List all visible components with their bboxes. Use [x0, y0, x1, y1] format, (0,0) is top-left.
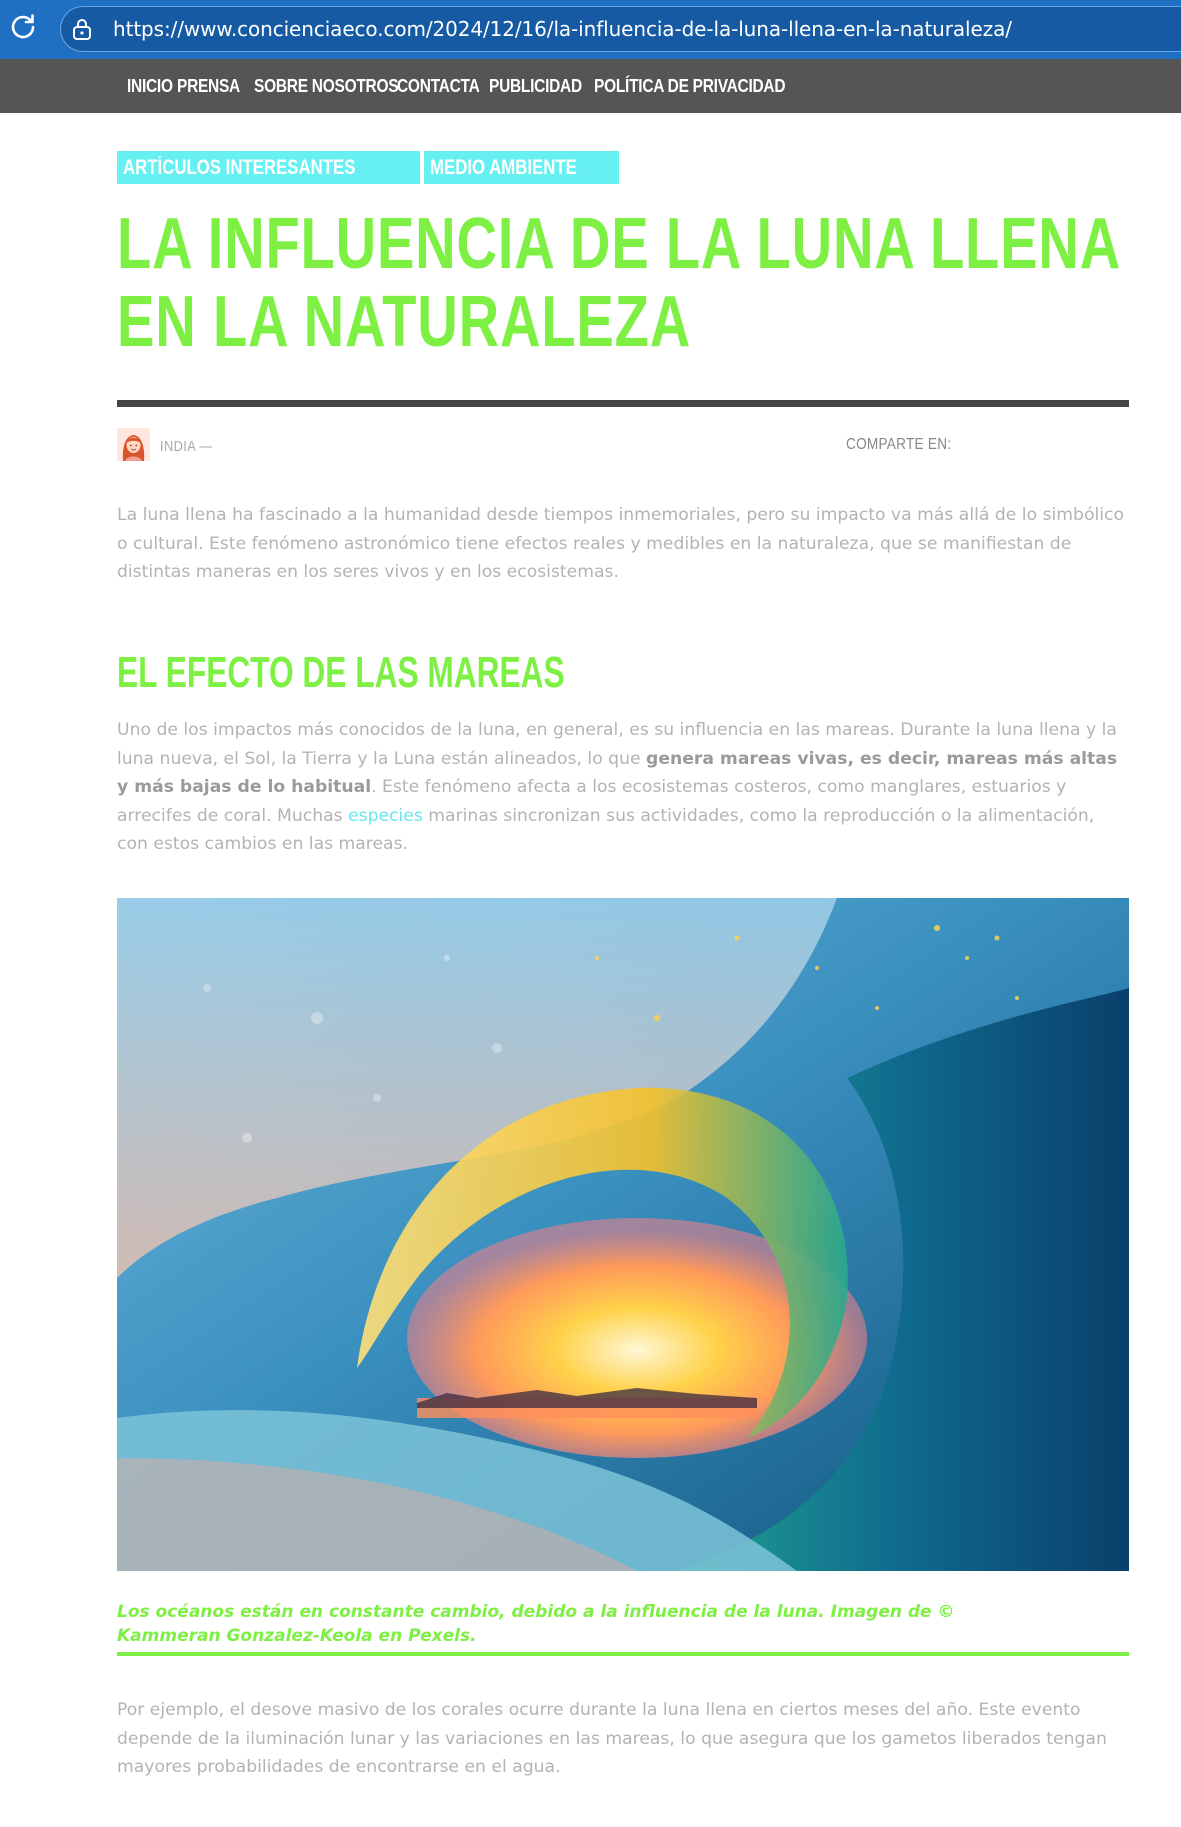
- article-meta: [117, 428, 1129, 462]
- category-tag-medio-ambiente[interactable]: MEDIO AMBIENTE: [424, 151, 620, 184]
- reload-icon[interactable]: [8, 11, 38, 41]
- author-avatar[interactable]: [117, 428, 150, 461]
- address-bar[interactable]: [60, 6, 1181, 52]
- nav-item-inicio[interactable]: INICIO: [127, 75, 173, 96]
- lock-icon[interactable]: [71, 18, 93, 40]
- nav-item-publicidad[interactable]: PUBLICIDAD: [489, 75, 582, 96]
- category-tags: [117, 151, 623, 184]
- url-text[interactable]: https://www.concienciaeco.com/2024/12/16/la-influencia-de-la-luna-llena-en-la-naturaleza/: [113, 17, 1012, 41]
- section-heading: EL EFECTO DE LAS MAREAS: [117, 648, 565, 697]
- title-divider: [117, 400, 1129, 407]
- section-paragraph-bold: genera mareas vivas, es decir, mareas más altas y más bajas de lo habitual: [117, 748, 1118, 797]
- nav-item-sobre-nosotros[interactable]: SOBRE NOSOTROS: [254, 75, 399, 96]
- browser-toolbar: [0, 0, 1181, 59]
- author-name[interactable]: INDIA —: [160, 438, 213, 455]
- article-title: LA INFLUENCIA DE LA LUNA LLENA EN LA NATURALEZA: [117, 204, 1119, 362]
- wave-image[interactable]: [117, 898, 1129, 1571]
- nav-item-politica-privacidad[interactable]: POLÍTICA DE PRIVACIDAD: [594, 75, 786, 96]
- especies-link[interactable]: especies: [348, 805, 423, 826]
- image-caption: Los océanos están en constante cambio, debido a la influencia de la luna. Imagen de © Kammeran Gonzalez-Keola en Pexels.: [117, 1602, 955, 1646]
- site-nav: [0, 59, 1181, 113]
- section-paragraph-text: marinas sincronizan sus actividades, como la reproducción o la alimentación, con estos cambios en las mareas.: [117, 805, 1095, 854]
- nav-item-prensa[interactable]: PRENSA: [177, 75, 240, 96]
- caption-divider: [117, 1652, 1129, 1656]
- intro-paragraph: La luna llena ha fascinado a la humanidad desde tiempos inmemoriales, pero su impacto va más allá de lo simbólico o cultural. Este fenómeno astronómico tiene efectos reales y medibles en la naturaleza, que se manifiestan de distintas maneras en los seres vivos y en los ecosistemas.: [117, 505, 1124, 582]
- share-label: COMPARTE EN:: [846, 436, 952, 453]
- section-paragraph-text: Uno de los impactos más conocidos de la luna, en general, es su influencia en las mareas. Durante la luna llena y la luna nueva, el Sol, la Tierra y la Luna están alineados, lo que: [117, 720, 1117, 769]
- closing-paragraph: Por ejemplo, el desove masivo de los corales ocurre durante la luna llena en ciertos meses del año. Este evento depende de la iluminación lunar y las variaciones en las mareas, lo que asegura que los gametos liberados tengan mayores probabilidades de encontrarse en el agua.: [117, 1700, 1107, 1777]
- category-tag-articulos[interactable]: ARTÍCULOS INTERESANTES: [117, 151, 420, 184]
- section-paragraph-text: . Este fenómeno afecta a los ecosistemas costeros, como manglares, estuarios y arrecifes de coral. Muchas: [117, 777, 1067, 826]
- nav-item-contacta[interactable]: CONTACTA: [397, 75, 480, 96]
- section-paragraph: [117, 716, 1129, 859]
